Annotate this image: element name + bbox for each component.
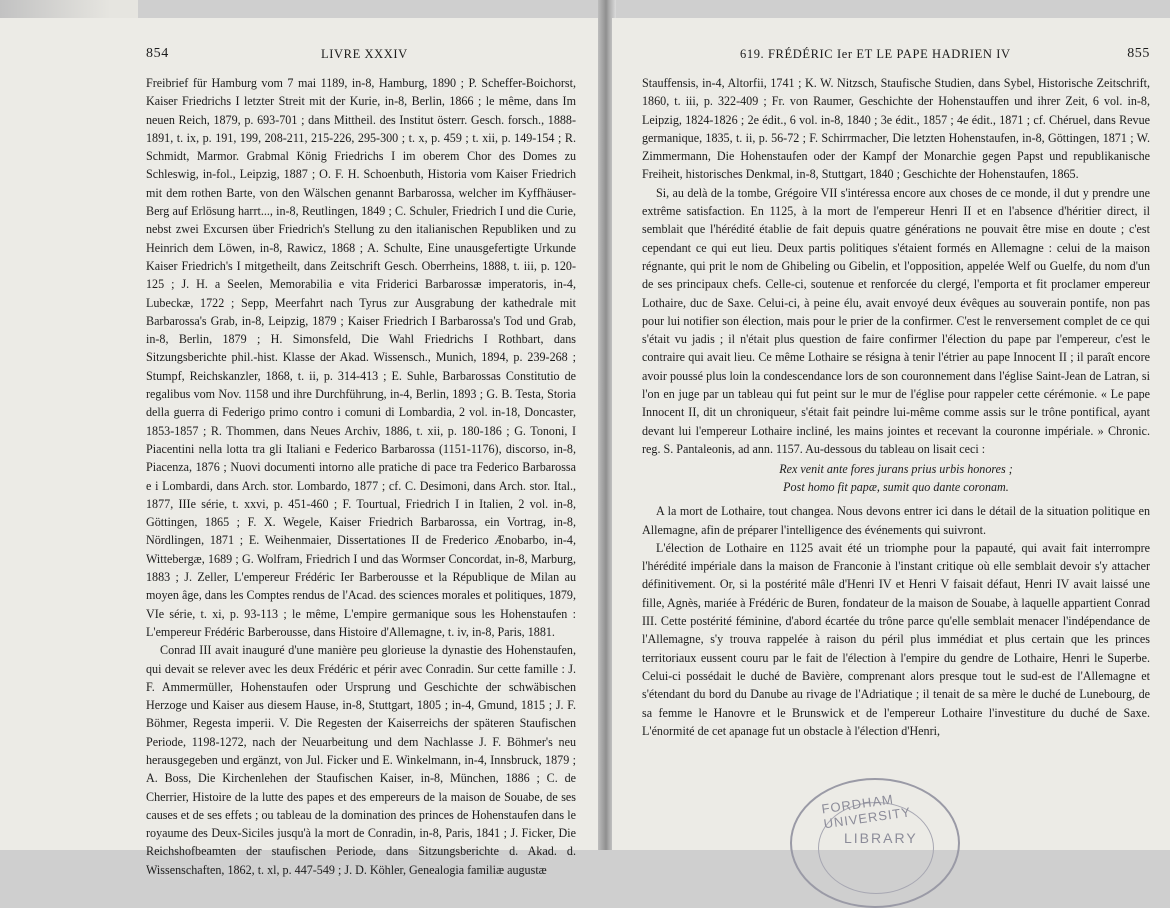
right-page-body [642,74,1150,740]
verse-line: Post homo fit papæ, sumit quo dante coronam. [783,480,1009,495]
lothaire-death-paragraph: A la mort de Lothaire, tout changea. Nous devons entrer ici dans le détail de la situation politique en Allemagne, afin de préparer l'intelligence des événements qui suivront. [642,504,1150,537]
stamp-university-text: FORDHAM UNIVERSITY [820,791,912,832]
hohenstaufen-paragraph: Conrad III avait inauguré d'une manière peu glorieuse la dynastie des Hohenstaufen, qui devait se relever avec les deux Frédéric et périr avec Conradin. Sur cette famille : J. F. Ammermüller, Hohenstaufen oder Ursprung und Geschichte der schwäbischen Herzoge und Kaiser aus diesem Hause, in-8, Stuttgart, 1805 ; in-4, Gmund, 1815 ; J. F. Böhmer, Regesta imperii. V. Die Regesten der Kaiserreichs der späteren Staufischen Periode, 1198-1272, nach der Neuarbeitung und dem Nachlasse J. F. Böhmer's neu herausgegeben und ergänzt, von Jul. Ficker und E. Winkelmann, in-4, Innsbruck, 1879 ; A. Boss, Die Kirchenlehen der Staufischen Kaiser, in-8, München, 1886 ; C. de Cherrier, Histoire de la lutte des papes et des empereurs de la maison de Souabe, de ses causes et de ses effets ; ou tableau de la domination des princes de Hohenstaufen dans le royaume des Deux-Siciles jusqu'à la mort de Conradin, in-8, Paris, 1841 ; J. Ficker, Die Reichshofbeamten der staufischen Periode, dans Sitzungsberichte d. Akad. d. Wissenschaften, 1862, t. xl, p. 447-549 ; J. D. Köhler, Genealogia familiæ augustæ [146,643,576,877]
right-page-number: 855 [1127,46,1150,61]
right-page-header [642,46,1150,66]
left-page-number: 854 [146,46,169,61]
bibliography-paragraph: Freibrief für Hamburg vom 7 mai 1189, in-8, Hamburg, 1890 ; P. Scheffer-Boichorst, Kaiser Friedrichs I letzter Streit mit der Kurie, in-8, Berlin, 1866 ; le même, dans Im neuen Reich, 1879, p. 693-701 ; dans Mittheil. des Institut österr. Gesch. forsch., 1888-1891, t. ix, p. 191, 199, 208-211, 215-226, 295-300 ; t. x, p. 459 ; t. xii, p. 149-154 ; R. Schmidt, Marmor. Grabmal König Friedrichs I im oberem Chor des Domes zu Schleswig, in-fol., Leipzig, 1887 ; O. F. H. Schoenbuth, Historia vom Kaiser Friedrich mit dem rothen Barte, von den Wälschen genannt Barbarossa, welcher im Kyffhäuser-Berg auf Erlösung harrt..., in-8, Reutlingen, 1849 ; C. Schuler, Friedrich I und die Curie, nebst zwei Excursen über Friedrich's Stellung zu den italianischen Republiken und zu Heinrich dem Löwen, in-8, Rawicz, 1868 ; A. Schulte, Eine unausgefertigte Urkunde Kaiser Friedrich's I mitgetheilt, dans Zeitschrift Gesch. Oberrheins, 1888, t. iii, p. 120-125 ; J. H. a Seelen, Memorabilia e vita Friderici Barbarossæ imperatoris, in-4, Lubeckæ, 1722 ; Sepp, Meerfahrt nach Tyrus zur Ausgrabung der kathedrale mit Barbarossa's Grab, in-8, Leipzig, 1879 ; Kaiser Friedrich I Barbarossa's Tod und Grab, in-8, Berlin, 1879 ; H. Simonsfeld, Die Wahl Friedrichs I Rothbart, dans Sitzungsberichte phil.-hist. Klasse der Akad. Wissensch., Munich, 1894, p. 239-268 ; Stumpf, Reichskanzler, 1868, t. ii, p. 314-413 ; E. Suhle, Barbarossas Constitutio de regalibus vom Nov. 1158 und ihre Durchführung, in-4, Berlin, 1893 ; G. B. Testa, Storia della guerra di Federigo primo contro i comuni di Lombardia, 2 vol. in-18, Doncaster, 1853-1857 ; R. Thommen, dans Neues Archiv, 1886, t. xii, p. 180-186 ; G. Tononi, I Piacentini nella lotta tra gli Italiani e Federico Barbarossa (1151-1176), discorso, in-8, Piacenza, 1876 ; Nuovi documenti intorno alle pratiche di pace tra Federico Barbarossa e i Lombardi, dans Arch. stor. Lombardo, 1877 ; cf. C. Desimoni, dans Arch. stor. Ital., 1877, IIIe série, t. xxvi, p. 451-460 ; F. Tourtual, Friedrich I in Italien, 2 vol. in-8, Göttingen, 1865 ; F. X. Wegele, Kaiser Friedrich Barbarossa, ein Vortrag, in-8, Nördlingen, 1871 ; E. Weihenmaier, Dissertationes II de Frederico Ænobarbo, in-4, Wittebergæ, 1689 ; G. Wolfram, Friedrich I und das Wormser Concordat, in-8, Marburg, 1883 ; J. Zeller, L'empereur Frédéric Ier Barberousse et la République de Milan au moyen âge, dans les Comptes rendus de l'Acad. des sciences morales et politiques, 1879, VIe série, t. xi, p. 93-113 ; le même, L'empire germanique sous les Hohenstaufen : L'empereur Frédéric Barberousse, dans Histoire d'Allemagne, t. iv, in-8, Paris, 1881. [146,76,576,639]
bibliography-continuation: Stauffensis, in-4, Altorfii, 1741 ; K. W. Nitzsch, Staufische Studien, dans Sybel, Historische Zeitschrift, 1860, t. iii, p. 322-409 ; Fr. von Raumer, Geschichte der Hohenstauffen und ihrer Zeit, 6 vol. in-8, Leipzig, 1824-1826 ; 2e édit., 6 vol. in-8, 1840 ; 3e édit., 1857 ; 4e édit., 1871 ; cf. Chéruel, dans Revue germanique, 1835, t. ii, p. 56-72 ; F. Schirrmacher, Die letzten Hohenstaufen, in-8, Göttingen, 1871 ; W. Zimmermann, Die Hohenstaufen oder der Kampf der Monarchie gegen Papst und republikanische Freiheit, historisches Denkmal, in-8, Stuttgart, 1840 ; Geschichte der Hohenstaufen, 1865. [642,76,1150,182]
left-page-header [146,46,576,66]
library-stamp [790,778,960,908]
verse-line: Rex venit ante fores jurans prius urbis honores ; [779,462,1013,477]
latin-verse [642,460,1150,496]
gregory-paragraph: Si, au delà de la tombe, Grégoire VII s'intéressa encore aux choses de ce monde, il dut y prendre une extrême satisfaction. En 1125, à la mort de l'empereur Henri II et en l'absence d'héritier direct, il semblait que l'hérédité établie de fait depuis quatre générations ne pouvait être mise en doute ; c'est cependant ce qui eut lieu. Deux partis politiques s'étaient formés en Allemagne : celui de la maison régnante, qui prit le nom de Ghibeling ou Gibelin, et l'opposition, appelée Welf ou Guelfe, du nom d'un de ses principaux chefs. Celle-ci, soutenue et renforcée du clergé, l'emporta et fit proclamer empereur Lothaire, duc de Saxe. Celui-ci, à peine élu, avait envoyé deux évêques au souverain pontife, non pas pour lui notifier son élection, mais pour le prier de la confirmer. C'est le renversement complet de ce qui s'était vu jadis ; il n'était plus question de faire confirmer l'élection du pape par l'empereur, c'est le contraire qui avait lieu. Ce même Lothaire se résigna à tenir l'étrier au pape Innocent II ; il paraît encore avoir poussé plus loin la condescendance lors de son couronnement dans l'église Saint-Jean de Latran, si l'on en juge par un tableau qui fut peint sur le mur de l'église pour rappeler cette cérémonie. « Le pape Innocent II, dit un chroniqueur, s'était fait peindre lui-même comme assis sur le trône pontifical, ayant devant lui l'empereur Lothaire incliné, les mains jointes et recevant la couronne impériale. » Chronic. reg. S. Pantaleonis, ad ann. 1157. Au-dessous du tableau on lisait ceci : [642,185,1150,456]
right-page [612,18,1170,850]
left-page-body [146,74,576,879]
right-running-head: 619. FRÉDÉRIC Ier ET LE PAPE HADRIEN IV [740,47,1011,61]
election-paragraph: L'élection de Lothaire en 1125 avait été un triomphe pour la papauté, qui avait fait interrompre l'hérédité impériale dans la maison de Franconie à l'instant critique où elle semblait devoir s'y attacher définitivement. Or, si la postérité mâle d'Henri IV et Henri V faisait défaut, Henri IV avait laissé une fille, Agnès, mariée à Frédéric de Buren, fondateur de la maison de Souabe, à laquelle appartient Conrad III. Cette postérité féminine, d'abord écartée du trône parce qu'elle semblait menacer l'indépendance de l'Allemagne, s'y trouva rappelée à raison du péril plus immédiat et plus certain que les princes territoriaux eussent couru par le fait de l'élection à l'empire du gendre de Lothaire, Henri le Superbe. Celui-ci possédait le duché de Bavière, comprenant alors presque tout le sud-est de l'Allemagne et s'étendant du bord du Danube au rivage de l'Adriatique ; il tenait de sa mère le duché de Lunebourg, de sa femme le Hanovre et le Brunswick et de l'empereur Lothaire l'investiture du duché de Saxe. L'énormité de cet apanage fut un obstacle à l'élection d'Henri, [642,540,1150,738]
stamp-library-text: LIBRARY [844,830,918,846]
left-page [0,18,602,877]
left-running-head: LIVRE XXXIV [321,47,408,61]
